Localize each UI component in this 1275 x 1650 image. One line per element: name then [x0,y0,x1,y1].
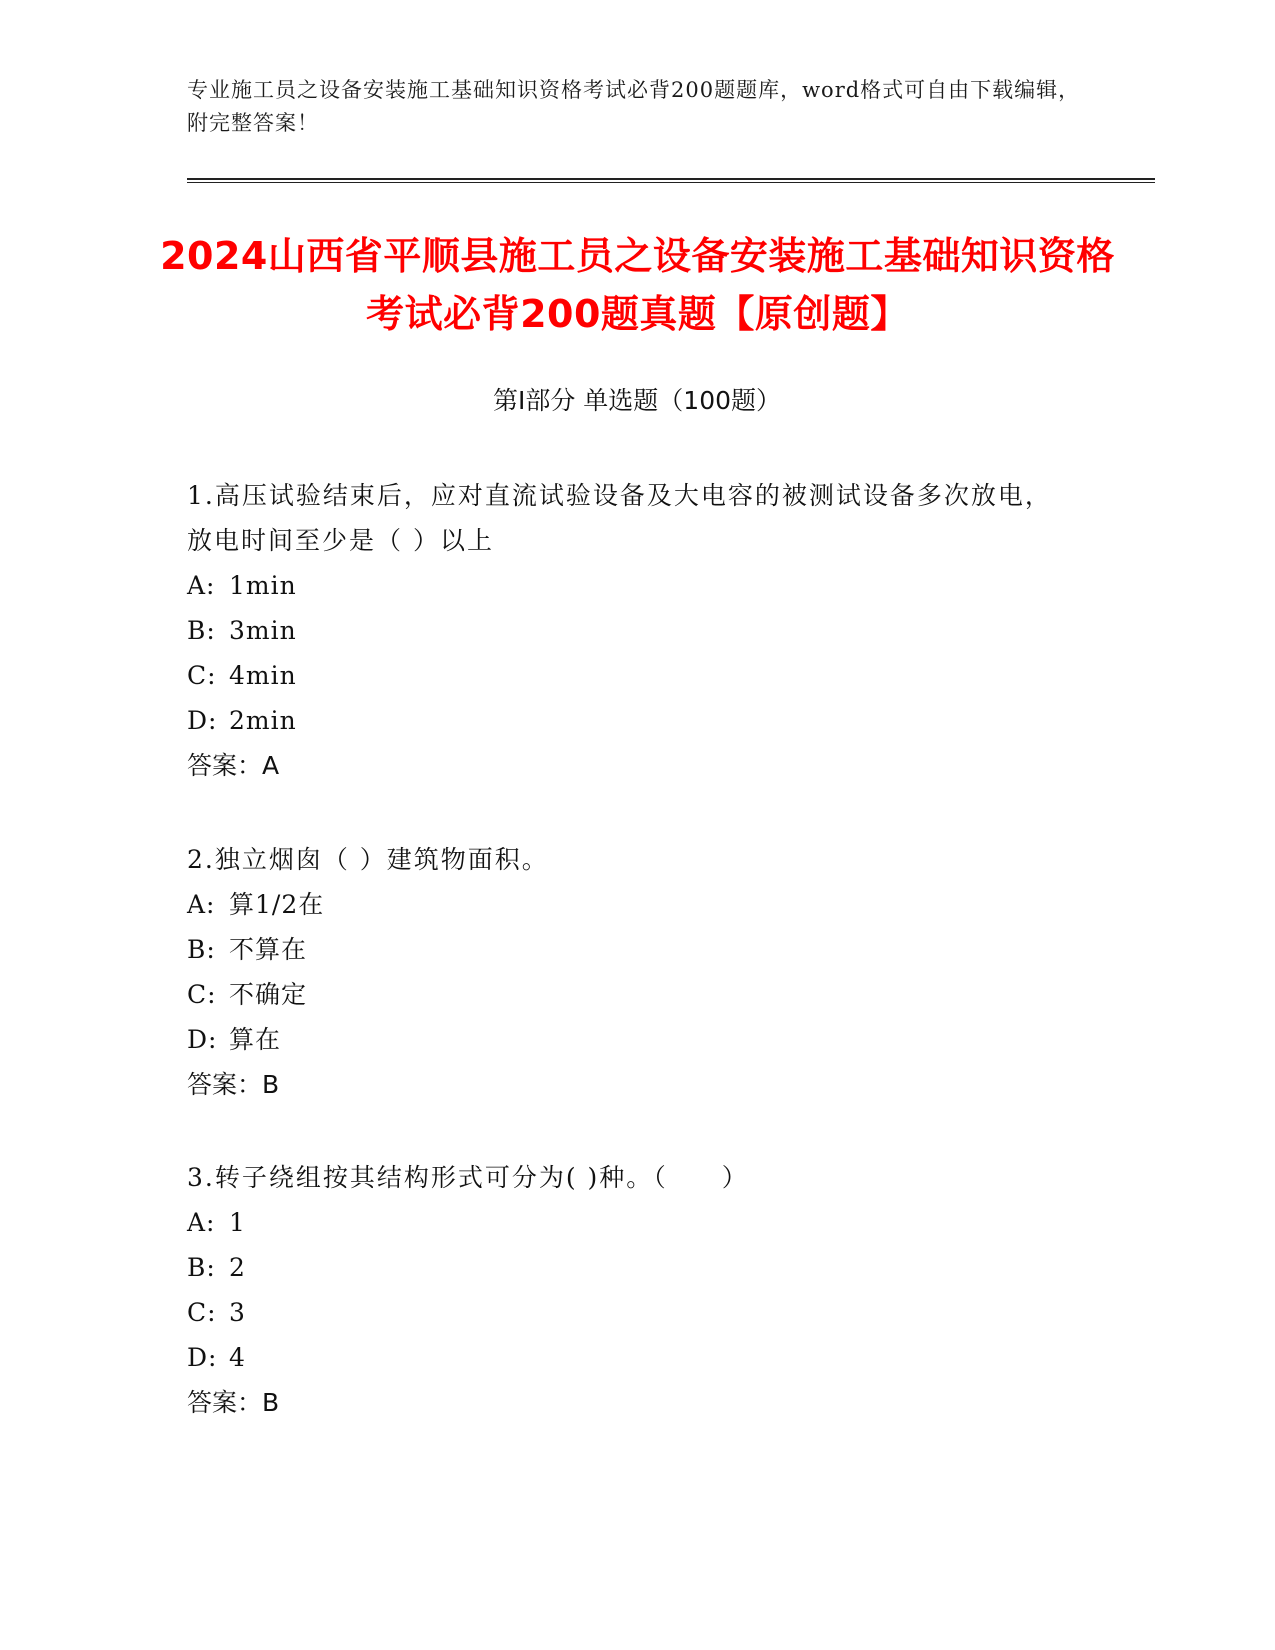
answer: 答案：B [187,1388,280,1417]
option-text: 算在 [229,1025,282,1054]
option-a [187,563,1067,608]
question-3 [187,1155,1067,1425]
option-key: B: [187,935,216,964]
option-a [187,882,1067,927]
option-key: A: [187,1208,216,1237]
option-key: D: [187,1025,218,1054]
option-key: C: [187,980,217,1009]
option-c [187,653,1067,698]
question-stem: 2.独立烟囱（ ）建筑物面积。 [187,845,549,874]
option-text: 2min [229,706,297,735]
option-c [187,1290,1067,1335]
option-key: B: [187,1253,216,1282]
option-text: 3min [229,616,297,645]
option-text: 2 [229,1253,246,1282]
header-note: 专业施工员之设备安装施工基础知识资格考试必背200题题库，word格式可自由下载编辑，附完整答案！ [187,78,1081,135]
option-key: C: [187,661,217,690]
option-d [187,1017,1067,1062]
option-text: 算1/2在 [229,890,325,919]
answer: 答案：A [187,751,280,780]
option-key: A: [187,890,216,919]
option-key: D: [187,1343,218,1372]
option-b [187,927,1067,972]
document-title: 2024山西省平顺县施工员之设备安装施工基础知识资格考试必背200题真题【原创题】 [160,234,1115,336]
option-text: 不算在 [229,935,308,964]
option-d [187,1335,1067,1380]
answer: 答案：B [187,1070,280,1099]
option-text: 不确定 [229,980,308,1009]
option-text: 4min [229,661,297,690]
option-text: 3 [229,1298,246,1327]
question-stem: 3.转子绕组按其结构形式可分为( )种。（ ） [187,1163,749,1192]
option-c [187,972,1067,1017]
option-a [187,1200,1067,1245]
option-text: 1min [229,571,297,600]
question-stem: 1.高压试验结束后，应对直流试验设备及大电容的被测试设备多次放电，放电时间至少是（ ）以上 [187,481,1052,555]
question-2 [187,837,1067,1107]
option-b [187,1245,1067,1290]
section-title: 第Ⅰ部分 单选题（100题） [492,386,782,415]
option-text: 1 [229,1208,246,1237]
header-divider [187,178,1155,183]
option-key: B: [187,616,216,645]
option-d [187,698,1067,743]
option-key: D: [187,706,218,735]
option-b [187,608,1067,653]
option-key: A: [187,571,216,600]
option-text: 4 [229,1343,246,1372]
question-1 [187,473,1067,788]
option-key: C: [187,1298,217,1327]
